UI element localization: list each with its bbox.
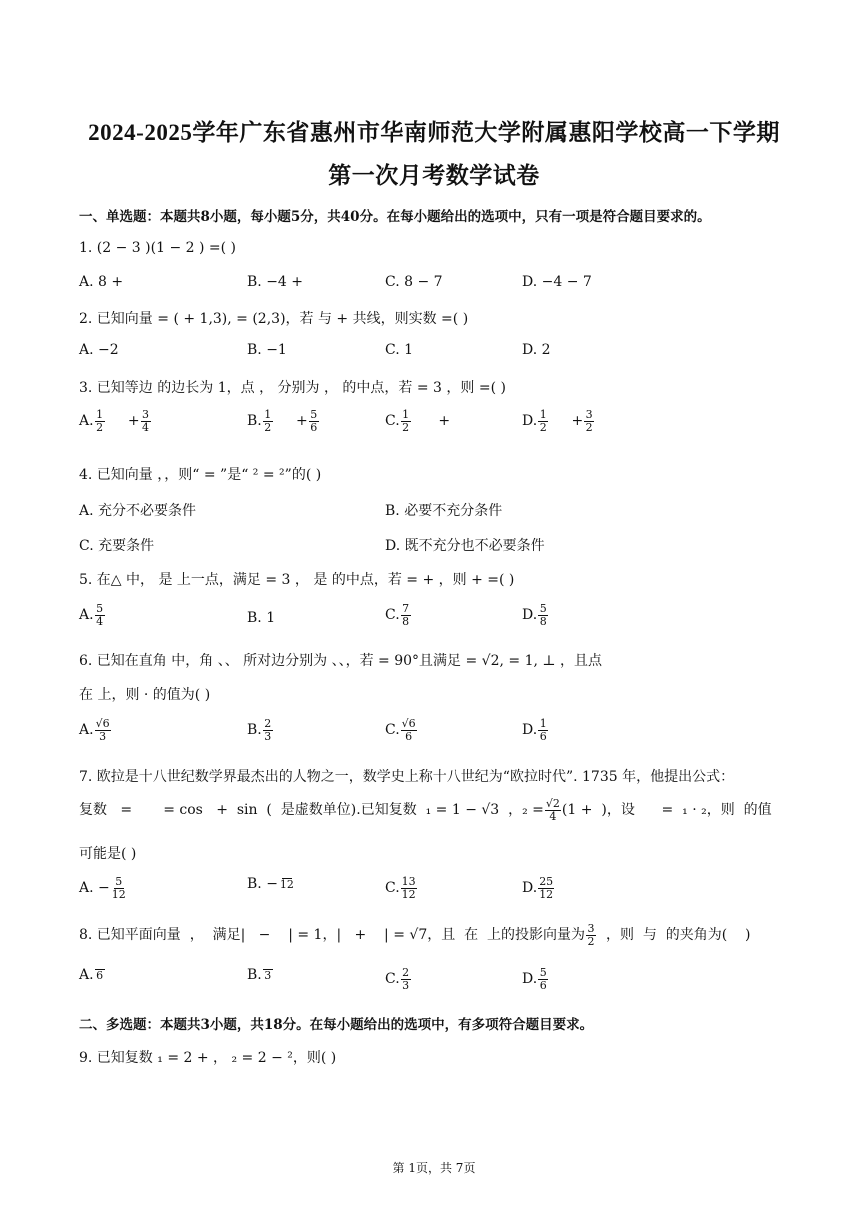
q7-option-c: C. $\frac{13}{12}$ [385, 875, 416, 901]
question-8: 8. 已知平面向量 ， 满足| − | = 1，| + | = √7，且 在 上的投影向量为 $\frac{3}{2}$ ，则 与 的夹角为( ) [79, 922, 751, 948]
fraction: $\frac{√2}{4}$ [545, 797, 560, 823]
q3-option-b: B. $\frac{1}{2}$ + $\frac{5}{6}$ [247, 408, 318, 434]
q6-option-a: A. $\frac{√6}{3}$ [79, 717, 110, 743]
q4-option-d: D. 既不充分也不必要条件 [385, 538, 545, 554]
fraction: $\frac{5}{12}$ [111, 875, 126, 901]
fraction: $\frac{2}{3}$ [402, 966, 410, 992]
fraction: $\frac{1}{2}$ [96, 408, 104, 434]
q8-option-d: D. $\frac{5}{6}$ [522, 966, 547, 992]
fraction: $\frac{3}{2}$ [587, 922, 595, 948]
q3-option-c: C. $\frac{1}{2}$ + [385, 408, 451, 434]
q8-option-a: A. 6 [79, 967, 104, 983]
q1-option-c: C. 8 − 7 [385, 274, 443, 290]
q5-option-a: A. $\frac{5}{4}$ [79, 602, 104, 628]
question-5: 5. 在△ 中， 是 上一点，满足 = 3 ， 是 的中点，若 = + ，则 + =( ) [79, 572, 515, 588]
fraction: $\frac{5}{8}$ [539, 602, 547, 628]
q1-option-b: B. −4 + [247, 274, 304, 290]
fraction: $\frac{2}{3}$ [264, 717, 272, 743]
exam-title-line1: 2024-2025学年广东省惠州市华南师范大学附属惠阳学校高一下学期 [88, 120, 780, 145]
q6-option-b: B. $\frac{2}{3}$ [247, 717, 272, 743]
fraction: $\frac{√6}{6}$ [401, 717, 416, 743]
fraction: $\frac{5}{6}$ [539, 966, 547, 992]
exam-title-line2: 第一次月考数学试卷 [328, 163, 540, 188]
fraction: $\frac{5}{6}$ [310, 408, 318, 434]
question-2: 2. 已知向量 = ( + 1,3), = (2,3)，若 与 + 共线，则实数 =( ) [79, 311, 469, 327]
q2-option-b: B. −1 [247, 342, 287, 358]
q7-option-d: D. $\frac{25}{12}$ [522, 875, 554, 901]
question-6-line2: 在 上，则 · 的值为( ) [79, 687, 211, 703]
question-9: 9. 已知复数 ₁ = 2 + ， ₂ = 2 − ²，则( ) [79, 1050, 337, 1066]
fraction: $\frac{1}{2}$ [539, 408, 547, 434]
question-4: 4. 已知向量 ，，则“ = ”是“ ² = ²”的( ) [79, 467, 322, 483]
q1-option-a: A. 8 + [79, 274, 124, 290]
fraction: $\frac{1}{6}$ [539, 717, 547, 743]
fraction: 6 [96, 968, 104, 982]
question-6-line1: 6. 已知在直角 中，角 、、 所对边分别为 、、，若 = 90°且满足 = √2, = 1, ⊥ ，且点 [79, 653, 603, 669]
page-footer: 第 1页，共 7页 [392, 1161, 476, 1175]
q4-option-b: B. 必要不充分条件 [385, 503, 503, 519]
question-7-line3: 可能是( ) [79, 846, 137, 862]
section-multiple-choice: 二、多选题：本题共3小题，共18分。在每小题给出的选项中，有多项符合题目要求。 [79, 1017, 594, 1033]
fraction: 3 [264, 968, 272, 982]
q2-option-c: C. 1 [385, 342, 414, 358]
q4-option-a: A. 充分不必要条件 [79, 503, 197, 519]
q5-option-c: C. $\frac{7}{8}$ [385, 602, 410, 628]
section-single-choice: 一、单选题：本题共8小题，每小题5分，共40分。在每小题给出的选项中，只有一项是符合题目要求的。 [79, 209, 711, 225]
q4-option-c: C. 充要条件 [79, 538, 155, 554]
fraction: $\frac{1}{2}$ [402, 408, 410, 434]
q7-option-a: A. − $\frac{5}{12}$ [79, 875, 126, 901]
q2-option-a: A. −2 [79, 342, 119, 358]
q2-option-d: D. 2 [522, 342, 551, 358]
fraction: $\frac{1}{2}$ [264, 408, 272, 434]
q5-option-d: D. $\frac{5}{8}$ [522, 602, 547, 628]
question-7-line1: 7. 欧拉是十八世纪数学界最杰出的人物之一，数学史上称十八世纪为“欧拉时代”. 1735 年，他提出公式： [79, 769, 735, 785]
q8-option-c: C. $\frac{2}{3}$ [385, 966, 410, 992]
question-7-line2: 复数 = = cos + sin ( 是虚数单位).已知复数 ₁ = 1 − √3 ，₂ = $\frac{√2}{4}$ (1 + )，设 = ₁ · ₂，则 的值 [79, 797, 772, 823]
q3-option-a: A. $\frac{1}{2}$ + $\frac{3}{4}$ [79, 408, 150, 434]
fraction: $\frac{13}{12}$ [401, 875, 416, 901]
q6-option-c: C. $\frac{√6}{6}$ [385, 717, 416, 743]
q8-option-b: B. 3 [247, 967, 272, 983]
fraction: $\frac{25}{12}$ [539, 875, 554, 901]
q1-option-d: D. −4 − 7 [522, 274, 592, 290]
question-3: 3. 已知等边 的边长为 1，点 ， 分别为 ， 的中点，若 = 3 ，则 =( ) [79, 380, 506, 396]
fraction: $\frac{3}{4}$ [142, 408, 150, 434]
fraction: $\frac{3}{2}$ [585, 408, 593, 434]
fraction: $\frac{5}{4}$ [96, 602, 104, 628]
q6-option-d: D. $\frac{1}{6}$ [522, 717, 547, 743]
question-1: 1. (2 − 3 )(1 − 2 ) =( ) [79, 240, 237, 256]
q3-option-d: D. $\frac{1}{2}$ + $\frac{3}{2}$ [522, 408, 593, 434]
fraction: $\frac{√6}{3}$ [95, 717, 110, 743]
q5-option-b: B. 1 [247, 610, 276, 626]
q7-option-b: B. − 12 [247, 876, 294, 892]
fraction: 12 [279, 877, 294, 891]
fraction: $\frac{7}{8}$ [402, 602, 410, 628]
